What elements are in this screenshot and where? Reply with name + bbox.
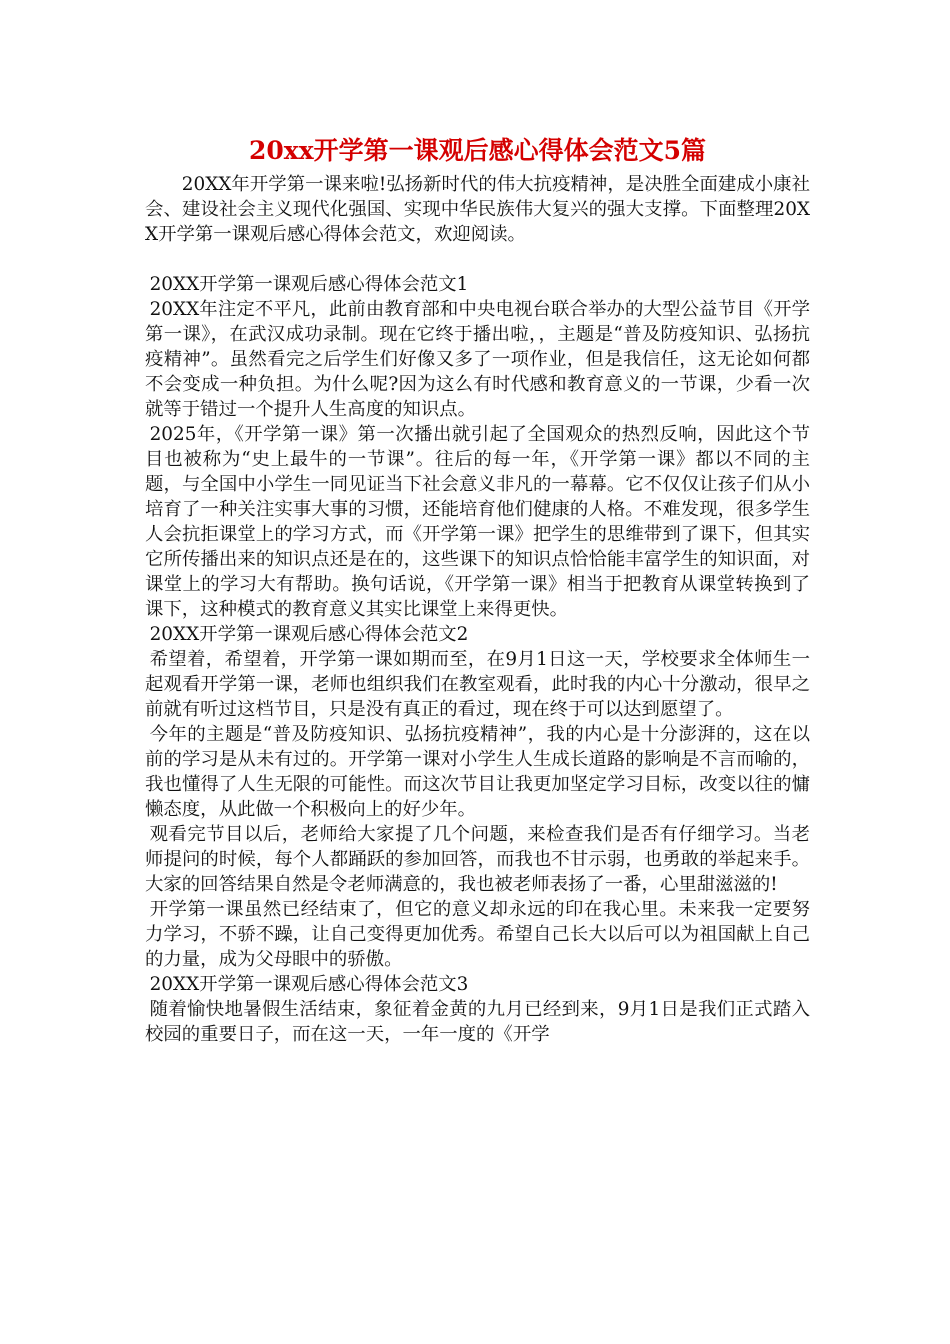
section-2-paragraph-4: 开学第一课虽然已经结束了，但它的意义却永远的印在我心里。未来我一定要努力学习，不骄不躁，让自己变得更加优秀。希望自己长大以后可以为祖国献上自己的力量，成为父母眼中的骄傲。	[145, 899, 810, 970]
section-2-paragraph-3: 观看完节目以后，老师给大家提了几个问题，来检查我们是否有仔细学习。当老师提问的时候，每个人都踊跃的参加回答，而我也不甘示弱，也勇敢的举起来手。大家的回答结果自然是令老师满意的，我也被老师表扬了一番，心里甜滋滋的!	[145, 824, 810, 895]
section-3-paragraph-1: 随着愉快地暑假生活结束，象征着金黄的九月已经到来，9月1日是我们正式踏入校园的重要日子，而在这一天，一年一度的《开学	[145, 999, 810, 1045]
intro-paragraph: 20XX年开学第一课来啦!弘扬新时代的伟大抗疫精神，是决胜全面建成小康社会、建设社会主义现代化强国、实现中华民族伟大复兴的强大支撑。下面整理20XX开学第一课观后感心得体会范文，欢迎阅读。	[145, 174, 810, 245]
blank-line	[145, 247, 810, 272]
section-1-paragraph-1: 20XX年注定不平凡，此前由教育部和中央电视台联合举办的大型公益节目《开学第一课》，在武汉成功录制。现在它终于播出啦，，主题是“普及防疫知识、弘扬抗疫精神”。虽然看完之后学生们好像又多了一项作业，但是我信任，这无论如何都不会变成一种负担。为什么呢?因为这么有时代感和教育意义的一节课，少看一次就等于错过一个提升人生高度的知识点。	[145, 299, 810, 420]
section-1-paragraph-2: 2025年，《开学第一课》第一次播出就引起了全国观众的热烈反响，因此这个节目也被称为“史上最牛的一节课”。往后的每一年，《开学第一课》都以不同的主题，与全国中小学生一同见证当下社会意义非凡的一幕幕。它不仅仅让孩子们从小培育了一种关注实事大事的习惯，还能培育他们健康的人格。不难发现，很多学生人会抗拒课堂上的学习方式，而《开学第一课》把学生的思维带到了课下，但其实它所传播出来的知识点还是在的，这些课下的知识点恰恰能丰富学生的知识面，对课堂上的学习大有帮助。换句话说，《开学第一课》相当于把教育从课堂转换到了课下，这种模式的教育意义其实比课堂上来得更快。	[145, 424, 810, 620]
section-2-paragraph-2: 今年的主题是“普及防疫知识、弘扬抗疫精神”，我的内心是十分澎湃的，这在以前的学习是从未有过的。开学第一课对小学生人生成长道路的影响是不言而喻的，我也懂得了人生无限的可能性。而这次节目让我更加坚定学习目标，改变以往的慵懒态度，从此做一个积极向上的好少年。	[145, 724, 810, 820]
section-3-heading: 20XX开学第一课观后感心得体会范文3	[149, 974, 469, 995]
section-2-heading: 20XX开学第一课观后感心得体会范文2	[149, 624, 469, 645]
document-title: 20xx开学第一课观后感心得体会范文5篇	[249, 136, 706, 165]
section-1-heading: 20XX开学第一课观后感心得体会范文1	[149, 274, 469, 295]
section-2-paragraph-1: 希望着，希望着，开学第一课如期而至，在9月1日这一天，学校要求全体师生一起观看开学第一课，老师也组织我们在教室观看，此时我的内心十分激动，很早之前就有听过这档节目，只是没有真正的看过，现在终于可以达到愿望了。	[145, 649, 810, 720]
